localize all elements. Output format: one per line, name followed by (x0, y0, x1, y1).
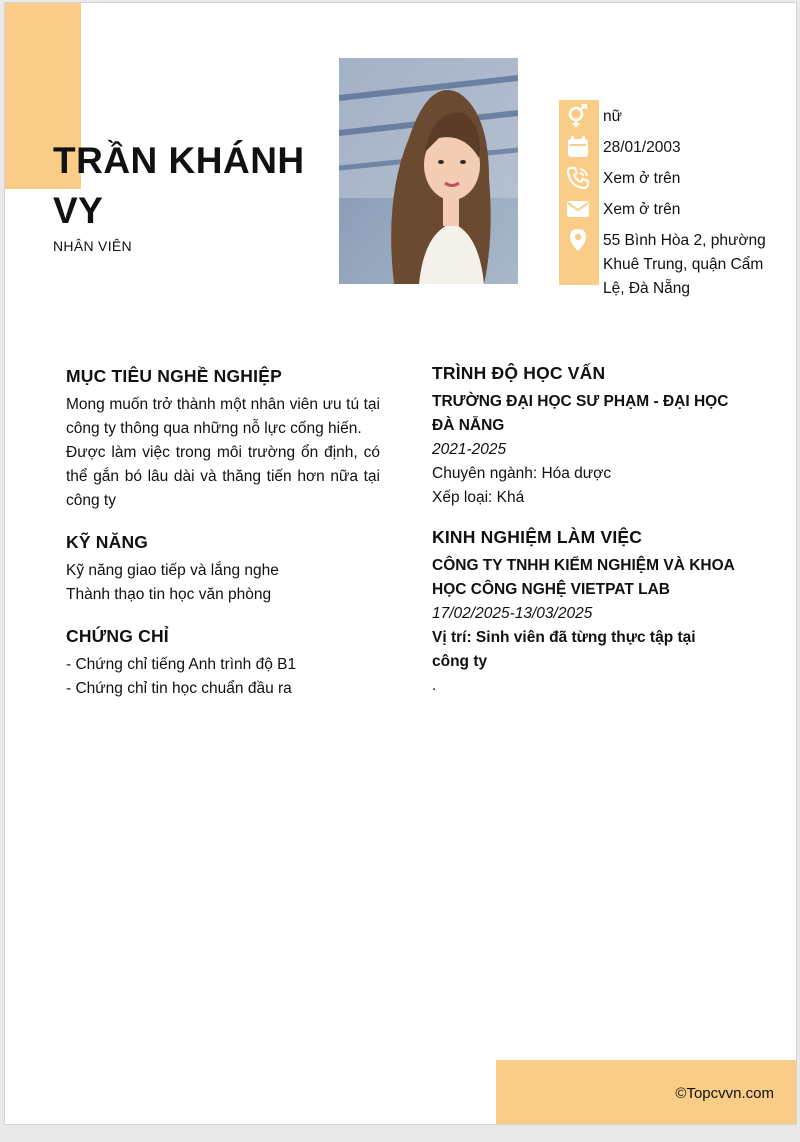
calendar-icon (565, 134, 591, 160)
experience-company: CÔNG TY TNHH KIỂM NGHIỆM VÀ KHOA HỌC CÔNG NGHỆ VIETPAT LAB (432, 557, 735, 598)
experience-period: 17/02/2025-13/03/2025 (432, 605, 593, 622)
left-column (66, 363, 380, 701)
experience-title: KINH NGHIỆM LÀM VIỆC (432, 527, 643, 547)
experience-description: . (432, 677, 437, 694)
certificate-item: - Chứng chỉ tin học chuẩn đầu ra (66, 680, 292, 697)
education-major: Chuyên ngành: Hóa dược (432, 465, 612, 482)
candidate-position: NHÂN VIÊN (53, 238, 132, 254)
objective-paragraph: Được làm việc trong môi trường ổn định, có thể gắn bó lâu dài và thăng tiến hơn nữa tại công ty (66, 444, 380, 509)
mail-icon (565, 196, 591, 222)
portrait-photo (339, 58, 518, 284)
objective-title: MỤC TIÊU NGHỀ NGHIỆP (66, 366, 282, 386)
phone-value: Xem ở trên (603, 170, 681, 187)
gender-icon (565, 103, 591, 129)
address-value: 55 Bình Hòa 2, phường Khuê Trung, quận Cẩm Lệ, Đà Nẵng (603, 232, 766, 297)
experience-position: Vị trí: Sinh viên đã từng thực tập tại công ty (432, 629, 696, 670)
right-column (432, 360, 736, 698)
objective-paragraph: Mong muốn trở thành một nhân viên ưu tú tại công ty thông qua những nỗ lực cống hiến. (66, 396, 380, 437)
cv-page (4, 2, 797, 1125)
email-value: Xem ở trên (603, 201, 681, 218)
skill-item: Kỹ năng giao tiếp và lắng nghe (66, 562, 279, 579)
education-school: TRƯỜNG ĐẠI HỌC SƯ PHẠM - ĐẠI HỌC ĐÀ NẴNG (432, 393, 729, 434)
certificate-item: - Chứng chỉ tiếng Anh trình độ B1 (66, 656, 297, 673)
education-grade: Xếp loại: Khá (432, 489, 525, 506)
skill-item: Thành thạo tin học văn phòng (66, 586, 272, 603)
gender-value: nữ (603, 108, 622, 125)
education-title: TRÌNH ĐỘ HỌC VẤN (432, 363, 606, 383)
skills-title: KỸ NĂNG (66, 532, 149, 552)
portrait-image (339, 58, 518, 284)
birthday-value: 28/01/2003 (603, 139, 681, 156)
footer-credit: ©Topcvvn.com (675, 1085, 774, 1102)
education-period: 2021-2025 (432, 441, 507, 458)
location-pin-icon (565, 227, 591, 253)
footer-band (496, 1060, 796, 1124)
certificates-title: CHỨNG CHỈ (66, 626, 169, 646)
phone-icon (565, 165, 591, 191)
candidate-name: TRẦN KHÁNH VY (53, 140, 305, 231)
